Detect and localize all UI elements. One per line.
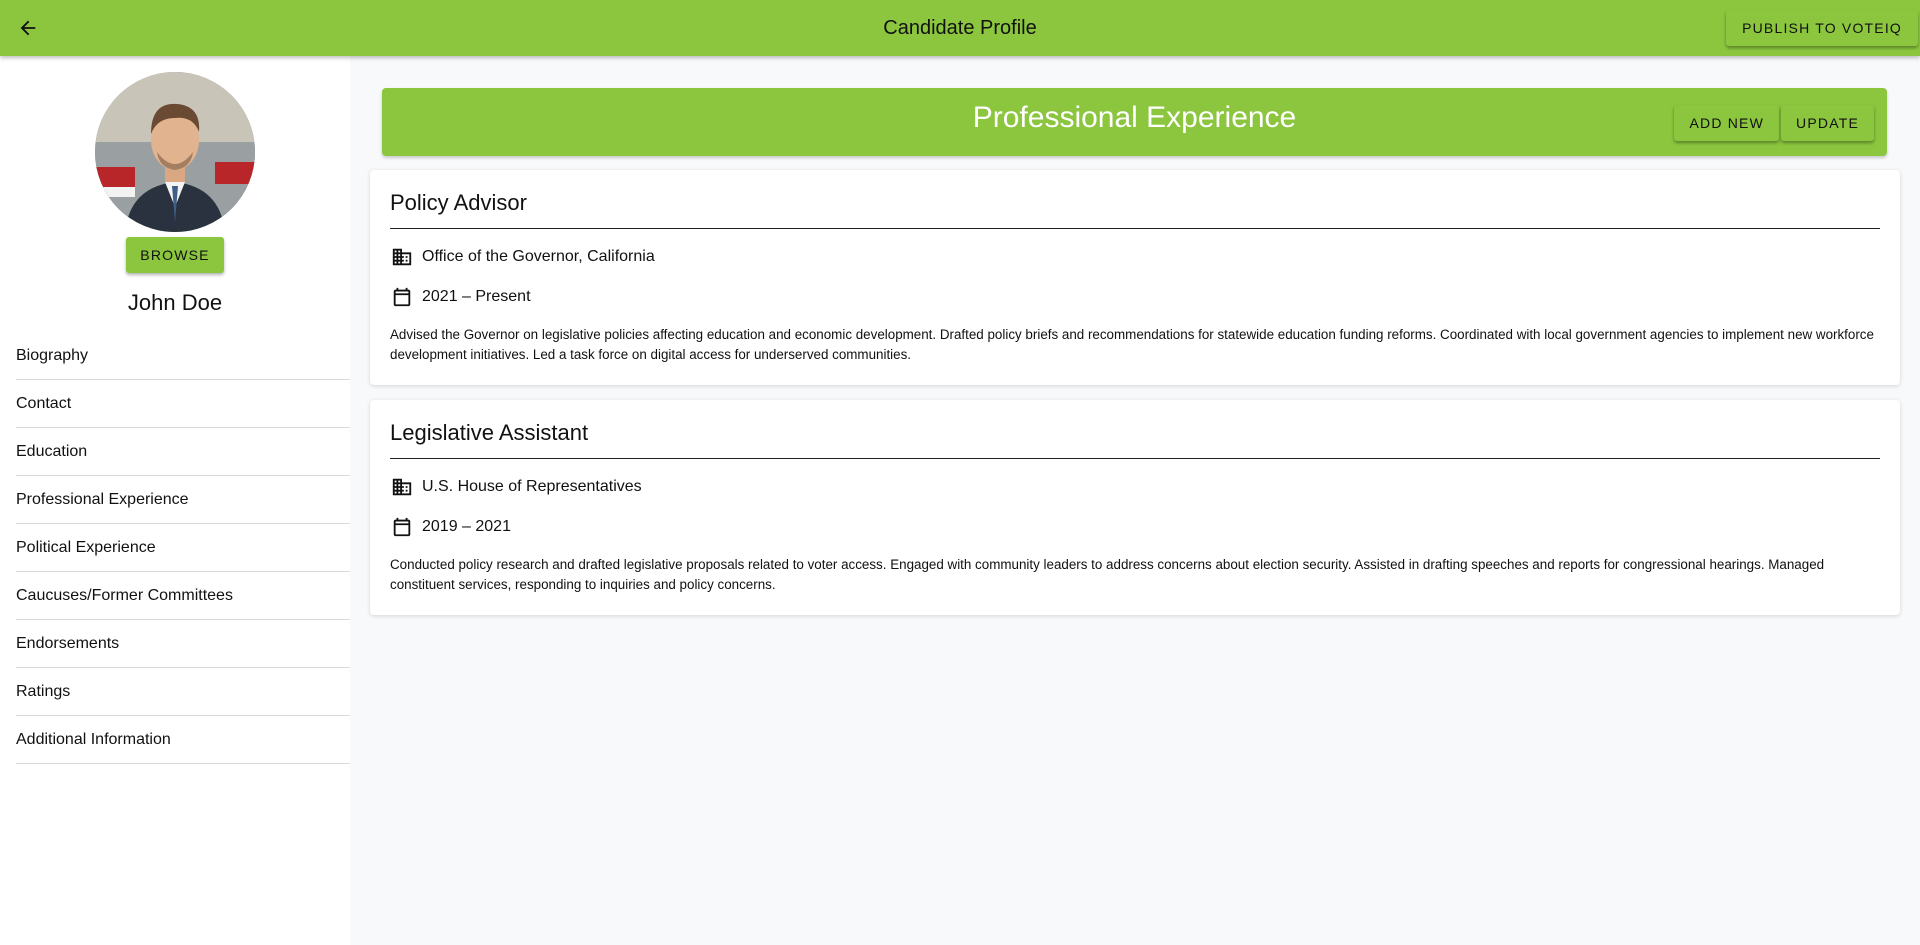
candidate-name: John Doe	[127, 290, 223, 315]
sidebar-nav	[16, 332, 350, 764]
main-content	[350, 56, 1920, 945]
experience-dates-row	[390, 515, 1880, 539]
calendar-icon	[390, 285, 414, 309]
experience-organization-row	[390, 475, 1880, 499]
browse-button[interactable]: BROWSE	[126, 237, 224, 273]
calendar-icon	[390, 515, 414, 539]
avatar-image	[95, 72, 255, 232]
experience-organization: Office of the Governor, California	[422, 248, 655, 265]
sidebar-item-professional-experience[interactable]: Professional Experience	[16, 476, 350, 524]
sidebar-item-education[interactable]: Education	[16, 428, 350, 476]
sidebar-item-ratings[interactable]: Ratings	[16, 668, 350, 716]
building-icon	[390, 475, 414, 499]
sidebar	[0, 56, 350, 945]
experience-dates: 2021 – Present	[422, 288, 531, 305]
avatar	[95, 72, 255, 232]
experience-title: Policy Advisor	[390, 190, 1880, 229]
sidebar-item-contact[interactable]: Contact	[16, 380, 350, 428]
section-title: Professional Experience	[972, 101, 1297, 134]
app-bar	[0, 0, 1920, 56]
sidebar-item-biography[interactable]: Biography	[16, 332, 350, 380]
back-button[interactable]	[12, 12, 44, 44]
add-new-button[interactable]: ADD NEW	[1674, 105, 1779, 141]
sidebar-item-additional-information[interactable]: Additional Information	[16, 716, 350, 764]
sidebar-item-caucuses[interactable]: Caucuses/Former Committees	[16, 572, 350, 620]
experience-description: Advised the Governor on legislative policies affecting education and economic development. Drafted policy briefs and recommendations for statewide education funding reforms. Coordinated with local government agencies to implement new workforce development initiatives. Led a task force on digital access for underserved communities.	[390, 327, 1874, 362]
page-title: Candidate Profile	[883, 17, 1037, 39]
update-button[interactable]: UPDATE	[1781, 105, 1874, 141]
experience-organization-row	[390, 245, 1880, 269]
experience-title: Legislative Assistant	[390, 420, 1880, 459]
experience-description: Conducted policy research and drafted legislative proposals related to voter access. Engaged with community leaders to address concerns about election security. Assisted in drafting speeches and reports for congressional hearings. Managed constituent services, responding to inquiries and policy concerns.	[390, 557, 1825, 592]
experience-dates: 2019 – 2021	[422, 518, 511, 535]
experience-card	[370, 170, 1900, 385]
experience-card	[370, 400, 1900, 615]
building-icon	[390, 245, 414, 269]
publish-button[interactable]: PUBLISH TO VOTEIQ	[1726, 10, 1918, 46]
arrow-left-icon	[17, 17, 39, 39]
experience-dates-row	[390, 285, 1880, 309]
experience-organization: U.S. House of Representatives	[422, 478, 642, 495]
sidebar-item-endorsements[interactable]: Endorsements	[16, 620, 350, 668]
sidebar-item-political-experience[interactable]: Political Experience	[16, 524, 350, 572]
section-header	[382, 88, 1887, 156]
